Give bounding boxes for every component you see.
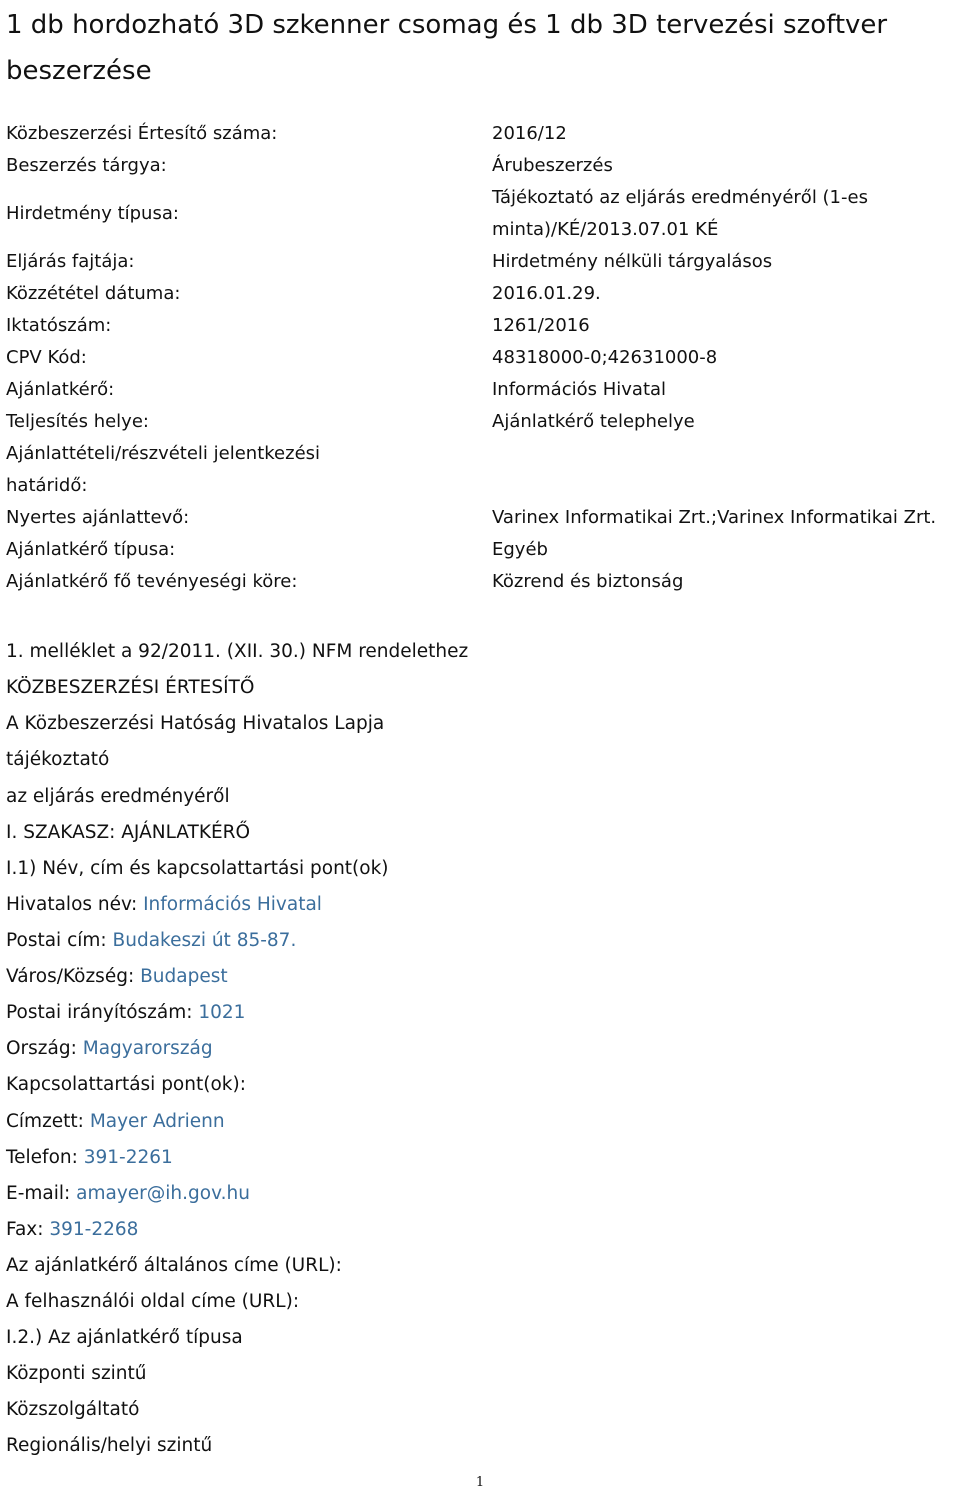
type-option: Közszolgáltató — [6, 1399, 140, 1420]
summary-row — [6, 438, 956, 502]
summary-label: Teljesítés helye: — [6, 411, 149, 432]
summary-value: 2016/12 — [492, 123, 567, 144]
official-name-field — [6, 887, 956, 923]
city-value: Budapest — [140, 966, 228, 987]
summary-value: Ajánlatkérő telephelye — [492, 411, 695, 432]
field-label: Telefon: — [6, 1147, 78, 1168]
summary-label: Ajánlatkérő: — [6, 379, 115, 400]
city-field — [6, 959, 956, 995]
postcode-field — [6, 995, 956, 1031]
country-value: Magyarország — [82, 1038, 213, 1059]
addressee-value: Mayer Adrienn — [89, 1111, 225, 1132]
type-option: Regionális/helyi szintű — [6, 1435, 213, 1456]
summary-value: Információs Hivatal — [492, 379, 667, 400]
document-title: 1 db hordozható 3D szkenner csomag és 1 db 3D tervezési szoftver beszerzése — [6, 10, 888, 86]
journal-subtitle: A Közbeszerzési Hatóság Hivatalos Lapja — [6, 713, 385, 734]
summary-value: Közrend és biztonság — [492, 571, 684, 592]
summary-label: Ajánlattételi/részvételi jelentkezési határidő: — [6, 443, 321, 496]
type-option: Központi szintű — [6, 1363, 147, 1384]
field-label: Címzett: — [6, 1111, 84, 1132]
page-number: 1 — [475, 1475, 485, 1490]
postal-address-value: Budakeszi út 85-87. — [112, 930, 297, 951]
notice-type: tájékoztató — [6, 749, 110, 770]
field-label: Város/Község: — [6, 966, 135, 987]
summary-value: Hirdetmény nélküli tárgyalásos — [492, 251, 773, 272]
summary-value: Egyéb — [492, 539, 548, 560]
buyer-profile-url-label: A felhasználói oldal címe (URL): — [6, 1291, 300, 1312]
field-label: E-mail: — [6, 1183, 71, 1204]
summary-row — [6, 182, 956, 246]
email-value: amayer@ih.gov.hu — [76, 1183, 250, 1204]
summary-label: Hirdetmény típusa: — [6, 203, 179, 224]
notice-subject: az eljárás eredményéről — [6, 786, 230, 807]
summary-value: 2016.01.29. — [492, 283, 601, 304]
email-field — [6, 1176, 956, 1212]
field-label: Postai cím: — [6, 930, 107, 951]
summary-value: 1261/2016 — [492, 315, 590, 336]
postcode-value: 1021 — [198, 1002, 246, 1023]
summary-label: Közzététel dátuma: — [6, 283, 181, 304]
field-label: Postai irányítószám: — [6, 1002, 193, 1023]
summary-label: Közbeszerzési Értesítő száma: — [6, 123, 278, 144]
subsection-heading: I.2.) Az ajánlatkérő típusa — [6, 1327, 243, 1348]
summary-label: CPV Kód: — [6, 347, 87, 368]
summary-label: Eljárás fajtája: — [6, 251, 135, 272]
summary-label: Beszerzés tárgya: — [6, 155, 167, 176]
summary-label: Iktatószám: — [6, 315, 112, 336]
postal-address-field — [6, 923, 956, 959]
summary-label: Ajánlatkérő fő tevényeségi köre: — [6, 571, 298, 592]
addressee-field — [6, 1104, 956, 1140]
summary-label: Nyertes ajánlattevő: — [6, 507, 190, 528]
contact-points-label: Kapcsolattartási pont(ok): — [6, 1074, 246, 1095]
field-label: Ország: — [6, 1038, 77, 1059]
journal-title: KÖZBESZERZÉSI ÉRTESÍTŐ — [6, 677, 255, 698]
section-heading: I. SZAKASZ: AJÁNLATKÉRŐ — [6, 822, 251, 843]
phone-value: 391-2261 — [83, 1147, 173, 1168]
official-name-value: Információs Hivatal — [143, 894, 322, 915]
fax-field — [6, 1212, 956, 1248]
field-label: Hivatalos név: — [6, 894, 138, 915]
summary-value: 48318000-0;42631000-8 — [492, 347, 718, 368]
field-label: Fax: — [6, 1219, 44, 1240]
summary-value: Árubeszerzés — [492, 155, 613, 176]
annex-reference: 1. melléklet a 92/2011. (XII. 30.) NFM rendelethez — [6, 641, 469, 662]
country-field — [6, 1031, 956, 1067]
summary-value: Tájékoztató az eljárás eredményéről (1-es minta)/KÉ/2013.07.01 KÉ — [492, 187, 868, 240]
fax-value: 391-2268 — [49, 1219, 139, 1240]
subsection-heading: I.1) Név, cím és kapcsolattartási pont(ok) — [6, 858, 389, 879]
general-url-label: Az ajánlatkérő általános címe (URL): — [6, 1255, 342, 1276]
summary-label: Ajánlatkérő típusa: — [6, 539, 176, 560]
summary-value: Varinex Informatikai Zrt.;Varinex Informatikai Zrt. — [492, 507, 937, 528]
phone-field — [6, 1140, 956, 1176]
